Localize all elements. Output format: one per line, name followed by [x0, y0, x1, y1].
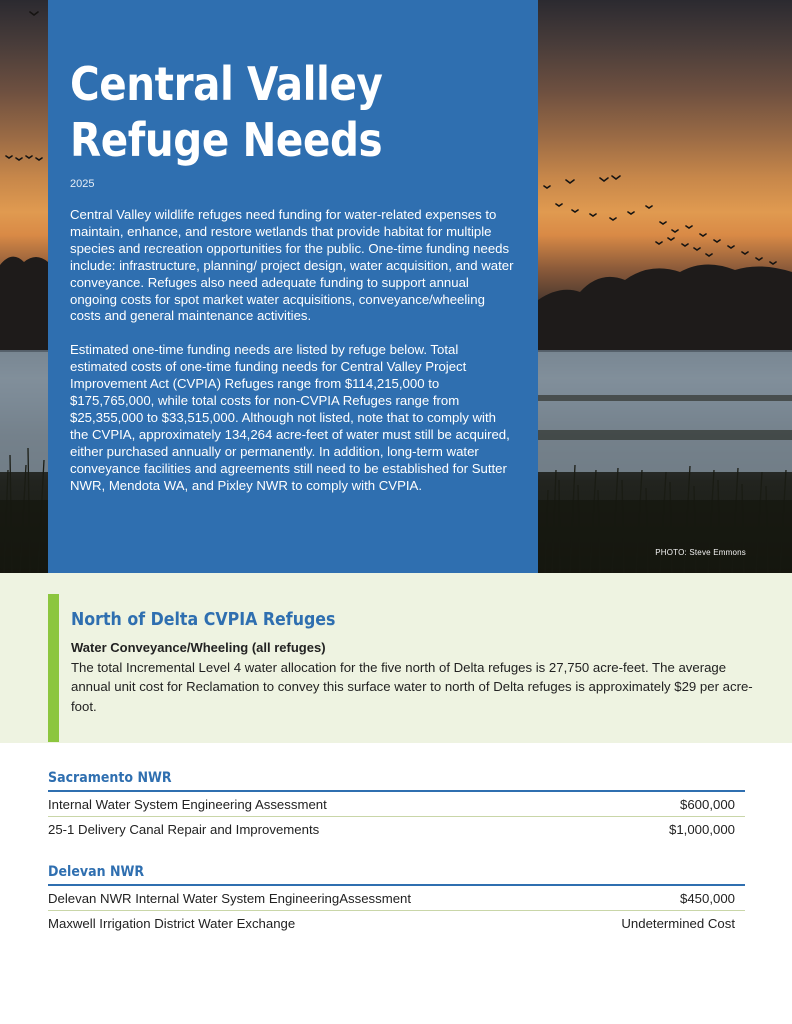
intro-paragraph-2: Estimated one-time funding needs are listed by refuge below. Total estimated costs of one-time funding needs for Central Valley Project Improvement Act (CVPIA) Refuges range from $114,215,000 to $175,765,000, while total costs for non-CVPIA Refuges range from $25,355,000 to $33,515,000. Although not listed, note that to comply with the CVPIA, approximately 134,264 acre-feet of water must still be acquired, either purchased annually or permanently. In addition, long-term water conveyance facilities and agreements still need to be established for Sutter NWR, Mendota WA, and Pixley NWR to comply with CVPIA. [70, 342, 510, 493]
refuge-table-delevan [48, 864, 745, 935]
section-heading: North of Delta CVPIA Refuges [71, 609, 336, 630]
title-line-2: Refuge Needs [70, 113, 383, 167]
item-cost: $450,000 [679, 890, 735, 906]
north-delta-content [71, 609, 761, 716]
table-row [48, 792, 745, 816]
item-label: Maxwell Irrigation District Water Exchange [48, 915, 296, 931]
refuge-name: Delevan NWR [48, 864, 145, 880]
refuge-name: Sacramento NWR [48, 770, 172, 786]
table-row [48, 886, 745, 910]
item-label: Delevan NWR Internal Water System EngineeringAssessment [48, 890, 412, 906]
title-line-1: Central Valley [70, 57, 383, 111]
intro-paragraph-1: Central Valley wildlife refuges need funding for water-related expenses to maintain, enhance, and restore wetlands that provide habitat for multiple species and recreation opportunities for the public. One-time funding needs include: infrastructure, planning/ project design, water acquisition, and water conveyance. Refuges also need adequate funding to support annual ongoing costs for spot market water acquisitions, conveyance/wheeling costs and general maintenance activities. [70, 207, 514, 324]
table-row [48, 817, 745, 841]
page-title [70, 56, 528, 168]
item-label: 25-1 Delivery Canal Repair and Improvements [48, 821, 320, 837]
section-subheading: Water Conveyance/Wheeling (all refuges) [71, 640, 326, 655]
accent-bar [48, 594, 59, 742]
refuge-table-sacramento [48, 770, 745, 841]
item-cost: $1,000,000 [668, 821, 735, 837]
publication-year: 2025 [70, 178, 95, 190]
item-label: Internal Water System Engineering Assessment [48, 796, 327, 812]
north-delta-section [0, 573, 792, 743]
photo-credit: PHOTO: Steve Emmons [655, 548, 746, 557]
section-body: The total Incremental Level 4 water allocation for the five north of Delta refuges is 27,750 acre-feet. The average annual unit cost for Reclamation to convey this surface water to north of Delta refuges is approximately $29 per acre-foot. [71, 660, 753, 714]
item-cost: $600,000 [679, 796, 735, 812]
table-row [48, 911, 745, 935]
item-cost: Undetermined Cost [621, 915, 735, 931]
intro-panel [48, 0, 538, 573]
